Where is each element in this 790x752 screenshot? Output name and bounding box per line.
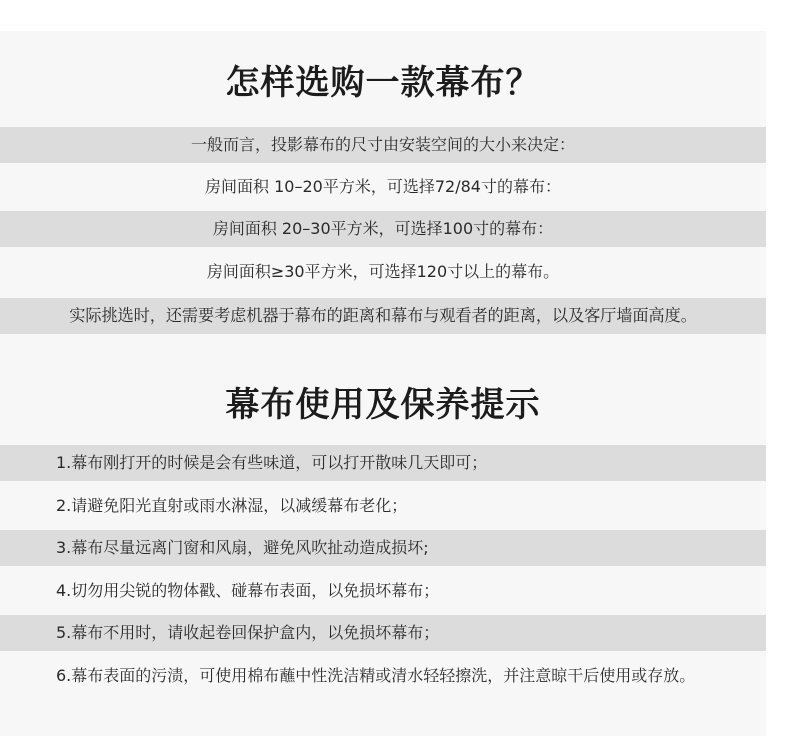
section-title-choose-screen: 怎样选购一款幕布？ [225, 63, 541, 103]
guide-line-note: 实际挑选时，还需要考虑机器于幕布的距离和幕布与观看者的距离，以及客厅墙面高度。 [0, 298, 766, 334]
guide-line-intro: 一般而言，投影幕布的尺寸由安装空间的大小来决定： [0, 127, 766, 163]
tip-item-4: 4.切勿用尖锐的物体戳、碰幕布表面，以免损坏幕布； [56, 581, 440, 600]
tip-item-2: 2.请避免阳光直射或雨水淋湿，以减缓幕布老化； [56, 496, 408, 515]
content-panel [0, 31, 766, 736]
tip-item-3: 3.幕布尽量远离门窗和风扇，避免风吹扯动造成损坏; [0, 530, 766, 566]
tip-item-6: 6.幕布表面的污渍，可使用棉布蘸中性洗洁精或清水轻轻擦洗，并注意晾干后使用或存放。 [56, 666, 696, 685]
tip-item-5: 5.幕布不用时，请收起卷回保护盒内，以免损坏幕布； [0, 615, 766, 651]
tip-item-1: 1.幕布刚打开的时候是会有些味道，可以打开散味几天即可； [0, 445, 766, 481]
guide-line-size-120: 房间面积≥30平方米，可选择120寸以上的幕布。 [206, 262, 560, 281]
section-title-usage-tips: 幕布使用及保养提示 [225, 385, 541, 425]
guide-line-size-100: 房间面积 20–30平方米，可选择100寸的幕布： [0, 211, 766, 247]
guide-line-size-72-84: 房间面积 10–20平方米，可选择72/84寸的幕布： [205, 177, 561, 196]
